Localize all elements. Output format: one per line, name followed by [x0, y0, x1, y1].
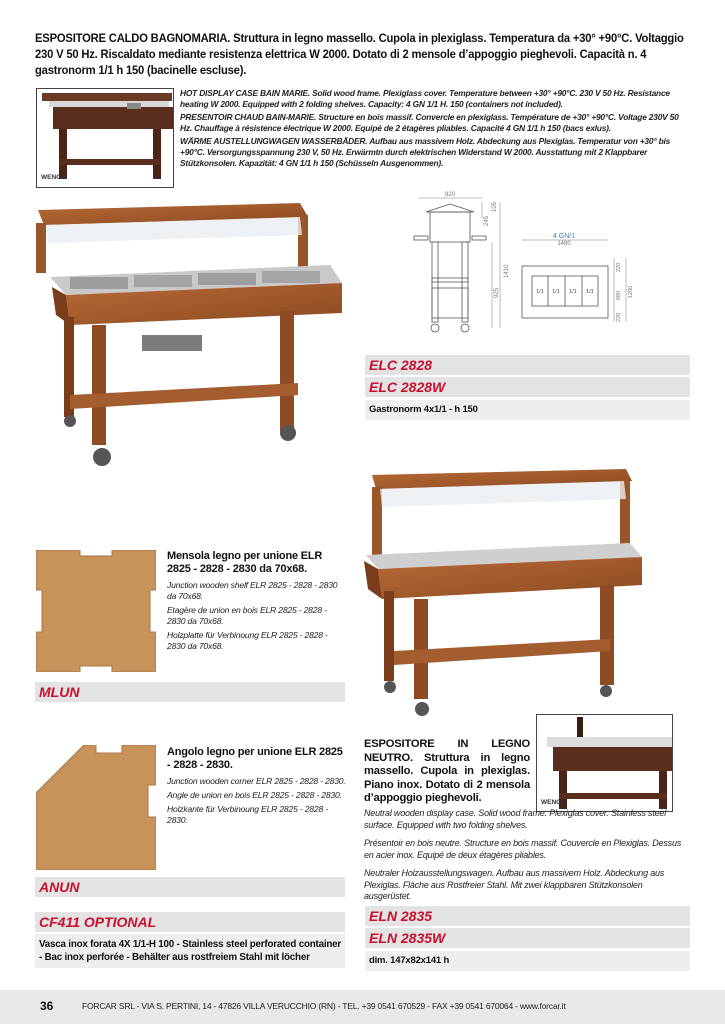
footer-bar: [0, 990, 725, 1024]
mlun-code-band: [35, 682, 345, 702]
anun-fr: Angle de union en bois ELR 2825 - 2828 - 2830.: [167, 790, 342, 800]
anun-en: Junction wooden corner ELR 2825 - 2828 - 2830.: [167, 776, 346, 786]
anun-title: Angolo legno per unione ELR 2825 - 2828 - 2830.: [167, 746, 343, 771]
anun-text: [167, 746, 347, 826]
elc-code-band-1: [365, 355, 690, 375]
mlun-fr: Etagère de union en bois ELR 2825 - 2828 - 2830 da 70x68.: [167, 605, 327, 626]
gn-cell-3: 1/1: [569, 289, 577, 295]
gn-cell-1: 1/1: [536, 289, 544, 295]
elc-spec: Gastronorm 4x1/1 - h 150: [369, 404, 478, 415]
dimension-drawing: [398, 188, 638, 338]
neutral-cart-image: [360, 465, 660, 720]
dim-820: 820: [444, 192, 456, 198]
dim-1200: 1200: [628, 285, 634, 298]
eln-spec: dim. 147x82x141 h: [369, 955, 450, 966]
footer-company-info: FORCAR SRL - VIA S. PERTINI, 14 - 47826 VILLA VERUCCHIO (RN) - TEL. +39 0541 670529 - FAX +39 0541 670064 - www.forcar.it: [82, 1001, 566, 1011]
neutral-wenge-thumbnail: [536, 714, 673, 812]
mlun-code: MLUN: [39, 684, 80, 700]
wenge-cart-illustration: [37, 89, 173, 187]
elc-code-2: ELC 2828W: [369, 379, 446, 395]
gn-label: 4 GN/1: [552, 233, 576, 240]
hot-cart-illustration: [30, 195, 350, 470]
hot-cart-image: [30, 195, 350, 470]
eln-code-1: ELN 2835: [369, 908, 433, 924]
neutral-desc-en: Neutral wooden display case. Solid wood frame. Plexiglas cover. Stainless steel surface. Equipped with two folding shelves.: [364, 808, 667, 830]
technical-drawing: [398, 188, 638, 338]
elc-code-1: ELC 2828: [369, 357, 433, 373]
hot-desc-de: WÄRME AUSTELLUNGWAGEN WASSERBÄDER. Aufbau aus massivem Holz. Abdeckung aus Plexiglas. Temperatur von +30° bis +90°C. Versorgungsspannung 230 V, 50 Hz. Erwärmtn durch elektrischen Widerstand W 2000. Ausstattung mit 2 Klappbarer Stützkonsolen. Kapazität: 4 GN 1/1 h 150 (Schüsseln Ausgenommen).: [180, 136, 671, 168]
dim-105: 105: [492, 201, 498, 212]
dim-1480: 1480: [557, 241, 571, 247]
header-description-it: ESPOSITORE CALDO BAGNOMARIA. Struttura in legno massello. Cupola in plexiglass. Temperatura da +30° +90°C. Voltaggio 230 V 50 Hz. Riscaldato mediante resistenza elettrica W 2000. Dotato di 2 mensole d’appoggio pieghevoli. Capacità n. 4 gastronorm 1/1 h 150 (bacinelle escluse).: [35, 31, 684, 77]
neutral-title: ESPOSITORE IN LEGNO NEUTRO. Struttura in legno massello. Cupola in plexiglas. Piano inox. Dotato di 2 mensola d’appoggio pieghevoli.: [364, 738, 530, 804]
mlun-title: Mensola legno per unione ELR 2825 - 2828 - 2830 da 70x68.: [167, 550, 323, 575]
cf411-desc-band: [35, 934, 345, 968]
gn-cell-4: 1/1: [586, 289, 594, 295]
anun-code-band: [35, 877, 345, 897]
mlun-shelf-illustration: [36, 550, 156, 672]
hot-desc-fr: PRESENTOIR CHAUD BAIN-MARIE. Structure en bois massif. Convercle en plexiglass. Température de +30° +90°C. Voltage 230V 50 Hz. Chauffage à résistence électrique W 2000. Equipé de 2 étagères pliables. Capacité 4 GN 1/1 h 150 (bacs exlus).: [180, 112, 679, 133]
mlun-text: [167, 550, 347, 652]
eln-code-band-2: [365, 928, 690, 948]
hot-desc-en: HOT DISPLAY CASE BAIN MARIE. Solid wood frame. Plexiglass cover. Temperature between +30° +90°C. 230 V 50 Hz. Resistance heating W 2000. Equipped with 2 folding shelves. Capacity: 4 GN 1/1 H. 150 (containers not included).: [180, 88, 670, 109]
dim-925: 925: [494, 287, 500, 298]
mlun-shelf-image: [36, 550, 156, 672]
eln-code-2: ELN 2835W: [369, 930, 446, 946]
neutral-desc-fr: Présentoir en bois neutre. Structure en bois massif. Couvercle en Plexiglas. Dessus en acier inox. Equipé de deux étagères pliables.: [364, 838, 682, 860]
cf411-desc: Vasca inox forata 4X 1/1-H 100 - Stainless steel perforated container - Bac inox perforée - Behälter aus rostfreiem Stahl mit löcher: [39, 939, 342, 963]
mlun-en: Junction wooden shelf ELR 2825 - 2828 - 2830 da 70x68.: [167, 580, 338, 601]
neutral-cart-illustration: [360, 465, 660, 720]
neutral-desc-de: Neutraler Holzausstellungswagen. Aufbau aus massivem Holz. Abdeckung aus Plexiglas. Fläche aus Rostfreier Stahl. Mit zwei klappbaren Stützkonsolen ausgerüstet.: [364, 868, 665, 901]
eln-spec-band: [365, 951, 690, 971]
anun-de: Holzkante für Verbinoung ELR 2825 - 2828 - 2830.: [167, 804, 328, 825]
eln-code-band-1: [365, 906, 690, 926]
gn-cell-2: 1/1: [552, 289, 560, 295]
neutral-wenge-illustration: [537, 715, 672, 811]
mlun-de: Holzplatte für Verbinoung ELR 2825 - 2828 - 2830 da 70x68.: [167, 630, 328, 651]
wenge-thumbnail: [36, 88, 174, 188]
anun-code: ANUN: [39, 879, 80, 895]
dim-1410: 1410: [504, 264, 510, 278]
dim-680: 680: [616, 290, 622, 300]
elc-code-band-2: [365, 377, 690, 397]
anun-corner-illustration: [36, 745, 156, 870]
neutral-wenge-label: WENGÉ: [541, 799, 566, 806]
elc-spec-band: [365, 400, 690, 420]
dim-220-top: 220: [616, 262, 622, 272]
dim-245: 245: [484, 215, 490, 226]
dim-220-bottom: 220: [616, 312, 622, 322]
hot-descriptions: [180, 88, 690, 171]
wenge-label: WENGÉ: [41, 174, 66, 181]
page-number: 36: [40, 999, 54, 1013]
cf411-code-band: [35, 912, 345, 932]
cf411-code: CF411 OPTIONAL: [39, 914, 157, 930]
anun-corner-image: [36, 745, 156, 870]
